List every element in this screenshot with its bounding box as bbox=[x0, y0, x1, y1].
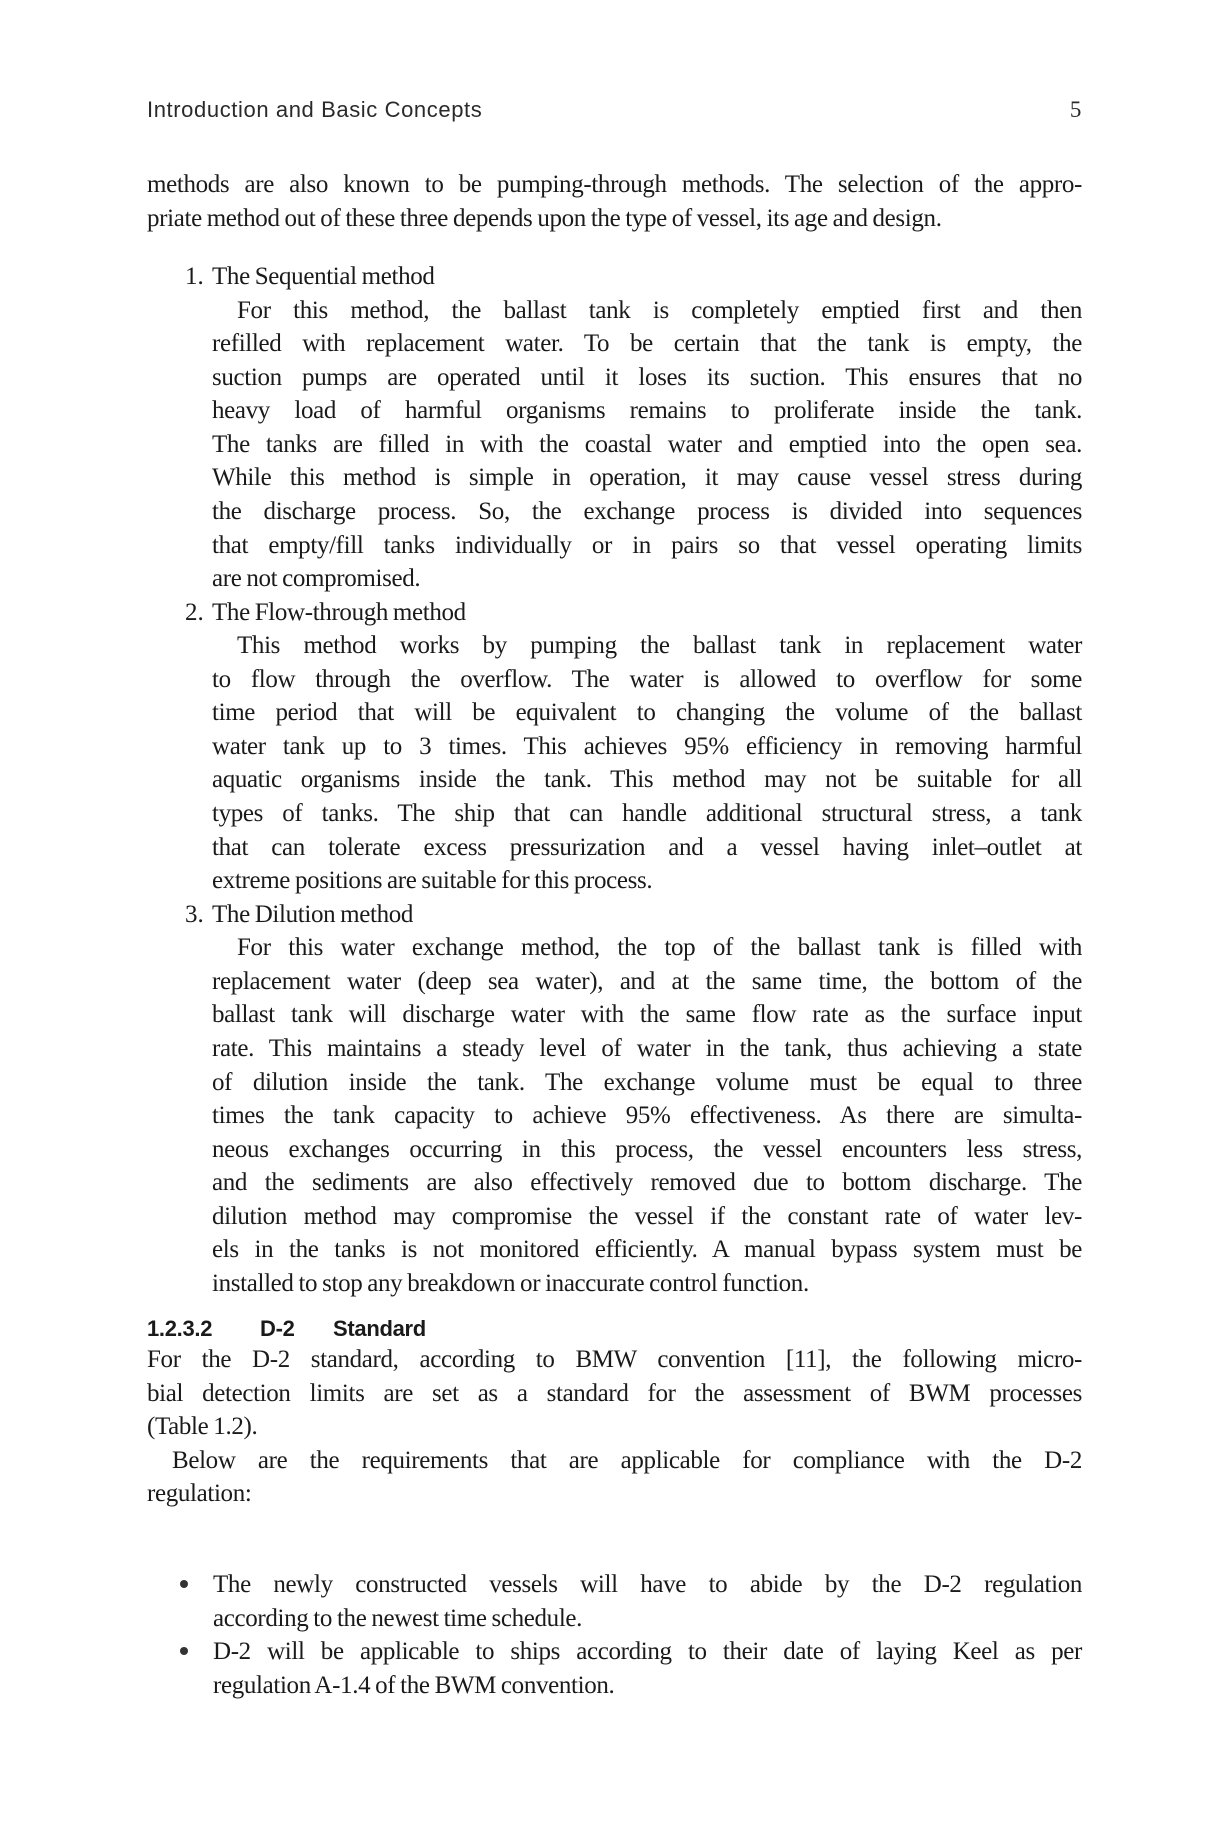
method-description bbox=[147, 629, 1082, 898]
method-title: The Sequential method bbox=[212, 263, 435, 290]
method-description bbox=[147, 294, 1082, 596]
text-line: priate method out of these three depends upon the type of vessel, its age and design. bbox=[147, 204, 942, 232]
d2-paragraph-limits bbox=[147, 1343, 1082, 1444]
list-number: 3. bbox=[185, 900, 204, 928]
text-line: bial detection limits are set as a standard for the assessment of BWM processes bbox=[147, 1379, 1082, 1407]
text-line: time period that will be equivalent to changing the volume of the ballast bbox=[212, 699, 1082, 727]
text-line: extreme positions are suitable for this process. bbox=[212, 867, 653, 895]
method-title: The Dilution method bbox=[212, 900, 414, 928]
text-line: suction pumps are operated until it loses its suction. This ensures that no bbox=[212, 363, 1082, 391]
section-heading bbox=[147, 1314, 426, 1344]
text-line: regulation: bbox=[147, 1480, 252, 1508]
requirement-text bbox=[147, 1568, 1082, 1635]
text-line: water tank up to 3 times. This achieves 95% efficiency in removing harmful bbox=[212, 732, 1082, 760]
text-line: heavy load of harmful organisms remains to proliferate inside the tank. bbox=[212, 397, 1082, 425]
section-number: 1.2.3.2 bbox=[147, 1316, 213, 1341]
intro-paragraph bbox=[147, 168, 1082, 235]
text-line: The tanks are filled in with the coastal water and emptied into the open sea. bbox=[212, 430, 1082, 458]
text-line: neous exchanges occurring in this process, the vessel encounters less stress, bbox=[212, 1135, 1082, 1163]
text-line: While this method is simple in operation, it may cause vessel stress during bbox=[212, 464, 1082, 492]
text-line: types of tanks. The ship that can handle additional structural stress, a tank bbox=[212, 800, 1082, 827]
text-line: For this water exchange method, the top of the ballast tank is filled with bbox=[237, 934, 1082, 962]
text-line: installed to stop any breakdown or inaccurate control function. bbox=[212, 1269, 809, 1297]
text-line: D-2 will be applicable to ships according to their date of laying Keel as per bbox=[213, 1638, 1082, 1666]
text-line: according to the newest time schedule. bbox=[213, 1604, 583, 1632]
requirement-item bbox=[147, 1568, 1082, 1635]
text-line: of dilution inside the tank. The exchange volume must be equal to three bbox=[212, 1068, 1082, 1096]
text-line: els in the tanks is not monitored efficiently. A manual bypass system must be bbox=[212, 1236, 1082, 1264]
text-line: times the tank capacity to achieve 95% effectiveness. As there are simulta- bbox=[212, 1102, 1082, 1130]
section-code: D-2 bbox=[260, 1316, 295, 1341]
methods-list bbox=[147, 260, 1082, 1300]
method-item-dilution bbox=[147, 898, 1082, 1301]
text-line: replacement water (deep sea water), and at the same time, the bottom of the bbox=[212, 967, 1082, 995]
text-line: to flow through the overflow. The water is allowed to overflow for some bbox=[212, 665, 1082, 693]
text-line: ballast tank will discharge water with the same flow rate as the surface input bbox=[212, 1001, 1082, 1029]
text-line: methods are also known to be pumping-through methods. The selection of the appro- bbox=[147, 171, 1082, 198]
text-line: refilled with replacement water. To be certain that the tank is empty, the bbox=[212, 330, 1082, 358]
method-item-sequential bbox=[147, 260, 1082, 596]
list-number: 2. bbox=[185, 598, 204, 626]
section-title: Standard bbox=[333, 1316, 426, 1341]
text-line: This method works by pumping the ballast tank in replacement water bbox=[237, 632, 1082, 660]
text-line: Below are the requirements that are applicable for compliance with the D-2 bbox=[172, 1446, 1082, 1474]
text-line: For this method, the ballast tank is completely emptied first and then bbox=[237, 296, 1082, 324]
d2-body bbox=[147, 1343, 1082, 1511]
method-description bbox=[147, 931, 1082, 1300]
page-number: 5 bbox=[1069, 97, 1082, 122]
text-line: regulation A-1.4 of the BWM convention. bbox=[213, 1671, 615, 1699]
text-line: For the D-2 standard, according to BMW convention [11], the following micro- bbox=[147, 1346, 1082, 1373]
text-line: dilution method may compromise the vessel if the constant rate of water lev- bbox=[212, 1202, 1082, 1230]
running-head bbox=[147, 95, 1082, 125]
d2-paragraph-requirements-intro bbox=[147, 1444, 1082, 1511]
text-line: aquatic organisms inside the tank. This method may not be suitable for all bbox=[212, 766, 1082, 794]
text-line: that can tolerate excess pressurization and a vessel having inlet–outlet at bbox=[212, 833, 1082, 861]
method-title: The Flow-through method bbox=[212, 598, 466, 626]
requirement-item bbox=[147, 1635, 1082, 1702]
list-number: 1. bbox=[185, 263, 204, 290]
text-line: the discharge process. So, the exchange process is divided into sequences bbox=[212, 497, 1082, 525]
text-line: and the sediments are also effectively removed due to bottom discharge. The bbox=[212, 1169, 1082, 1197]
requirement-text bbox=[147, 1635, 1082, 1702]
text-line: that empty/fill tanks individually or in pairs so that vessel operating limits bbox=[212, 531, 1082, 559]
bullet-icon bbox=[180, 1580, 188, 1588]
text-line: The newly constructed vessels will have to abide by the D-2 regulation bbox=[213, 1571, 1082, 1598]
chapter-title: Introduction and Basic Concepts bbox=[147, 97, 483, 122]
text-line: rate. This maintains a steady level of water in the tank, thus achieving a state bbox=[212, 1034, 1082, 1062]
text-line: are not compromised. bbox=[212, 565, 421, 593]
requirements-list bbox=[147, 1568, 1082, 1702]
method-item-flow-through bbox=[147, 596, 1082, 898]
text-line: (Table 1.2). bbox=[147, 1413, 258, 1441]
